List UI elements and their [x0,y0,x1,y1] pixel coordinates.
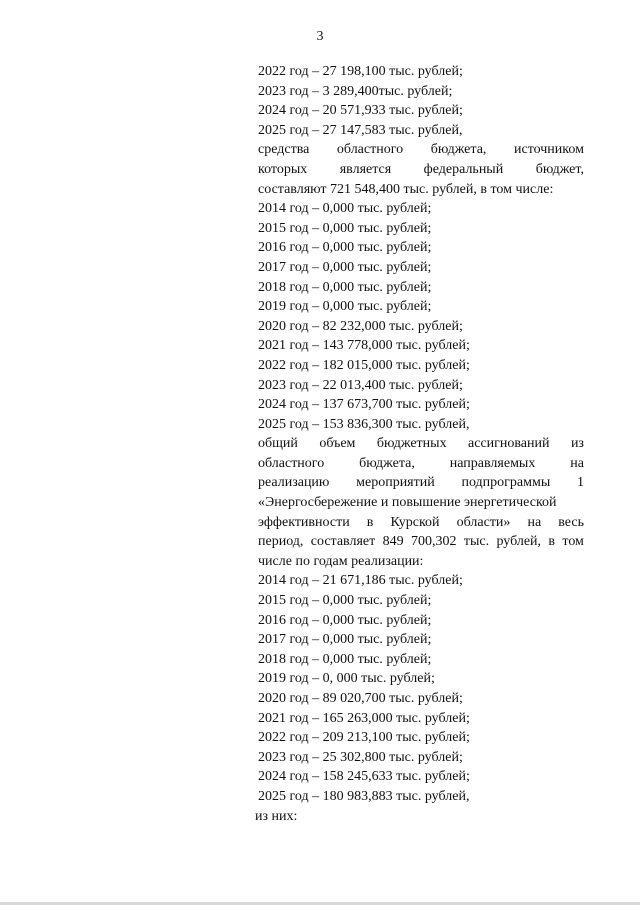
federal-funds-paragraph-line-2 [258,160,584,180]
program-line-2017: 2017 год – 0,000 тыс. рублей; [258,632,432,648]
budget-line-2025: 2025 год – 27 147,583 тыс. рублей, [258,122,463,138]
paragraph-word: 1 [577,475,584,491]
paragraph-word: средства [258,142,310,158]
paragraph-word: бюджета, [359,455,415,471]
federal-line-2017: 2017 год – 0,000 тыс. рублей; [258,259,432,275]
paragraph-word: которых [258,161,308,177]
program-paragraph-line-5 [258,513,584,533]
paragraph-word: области» [456,514,511,530]
paragraph-word: ассигнований [468,436,550,452]
paragraph-word: мероприятий [356,475,435,491]
program-paragraph-line-4: «Энергосбережение и повышение энергетической [258,495,557,511]
federal-line-2022: 2022 год – 182 015,000 тыс. рублей; [258,357,470,373]
paragraph-word: на [570,455,584,471]
paragraph-word: тыс. [463,534,490,550]
program-line-2023: 2023 год – 25 302,800 тыс. рублей; [258,749,463,765]
paragraph-word: эффективности [258,514,350,530]
budget-line-2022: 2022 год – 27 198,100 тыс. рублей; [258,64,463,79]
paragraph-word: том [562,534,584,550]
program-line-2025: 2025 год – 180 983,883 тыс. рублей, [258,788,470,804]
federal-line-2018: 2018 год – 0,000 тыс. рублей; [258,279,432,295]
program-line-2019: 2019 год – 0, 000 тыс. рублей; [258,671,435,687]
paragraph-word: областного [336,142,404,158]
program-line-2015: 2015 год – 0,000 тыс. рублей; [258,593,432,609]
page-number: 3 [316,29,324,44]
federal-line-2015: 2015 год – 0,000 тыс. рублей; [258,220,432,236]
from-them-line: из них: [255,808,298,824]
program-paragraph-line-2 [258,454,584,474]
paragraph-word: общий [258,436,298,452]
program-paragraph-line-6 [258,532,584,552]
federal-line-2016: 2016 год – 0,000 тыс. рублей; [258,240,432,256]
paragraph-word: источником [513,142,584,158]
paragraph-word: составляет [310,534,376,550]
paragraph-word: является [339,161,392,177]
paragraph-word: из [570,436,584,452]
paragraph-word: бюджет, [535,161,584,177]
program-line-2018: 2018 год – 0,000 тыс. рублей; [258,651,432,667]
federal-funds-paragraph-line-1 [258,140,584,160]
federal-line-2014: 2014 год – 0,000 тыс. рублей; [258,201,432,217]
paragraph-word: областного [258,455,325,471]
program-line-2014: 2014 год – 21 671,186 тыс. рублей; [258,573,463,589]
paragraph-word: бюджетных [376,436,447,452]
federal-line-2019: 2019 год – 0,000 тыс. рублей; [258,299,432,315]
paragraph-word: 700,302 [410,534,457,550]
program-line-2016: 2016 год – 0,000 тыс. рублей; [258,612,432,628]
paragraph-word: Курской [390,514,440,530]
paragraph-word: весь [558,514,584,530]
program-line-2020: 2020 год – 89 020,700 тыс. рублей; [258,691,463,706]
paragraph-word: объем [319,436,356,452]
budget-line-2024: 2024 год – 20 571,933 тыс. рублей; [258,103,463,119]
paragraph-word: 849 [382,534,404,550]
federal-line-2021: 2021 год – 143 778,000 тыс. рублей; [258,338,470,354]
paragraph-word: реализацию [258,475,330,491]
paragraph-word: подпрограммы [461,475,551,491]
paragraph-word: в [366,514,374,530]
paragraph-word: федеральный [423,161,504,177]
federal-funds-paragraph-line-3: составляют 721 548,400 тыс. рублей, в том числе: [258,181,554,197]
paragraph-word: направляемых [449,455,536,471]
program-paragraph-line-1 [258,434,584,454]
federal-line-2020: 2020 год – 82 232,000 тыс. рублей; [258,318,463,334]
paragraph-word: в [548,534,556,550]
federal-line-2023: 2023 год – 22 013,400 тыс. рублей; [258,377,463,393]
program-line-2021: 2021 год – 165 263,000 тыс. рублей; [258,710,470,726]
program-line-2024: 2024 год – 158 245,633 тыс. рублей; [258,769,470,785]
paragraph-word: на [527,514,542,530]
program-line-2022: 2022 год – 209 213,100 тыс. рублей; [258,730,470,746]
budget-line-2023: 2023 год – 3 289,400тыс. рублей; [258,83,453,99]
federal-line-2024: 2024 год – 137 673,700 тыс. рублей; [258,397,470,413]
federal-line-2025: 2025 год – 153 836,300 тыс. рублей, [258,416,470,432]
paragraph-word: рублей, [496,534,542,550]
program-paragraph-line-3 [258,473,584,493]
paragraph-word: период, [258,534,304,550]
paragraph-word: бюджета, [430,142,487,158]
program-paragraph-line-7: числе по годам реализации: [258,553,424,569]
budget-text-block [255,62,584,826]
